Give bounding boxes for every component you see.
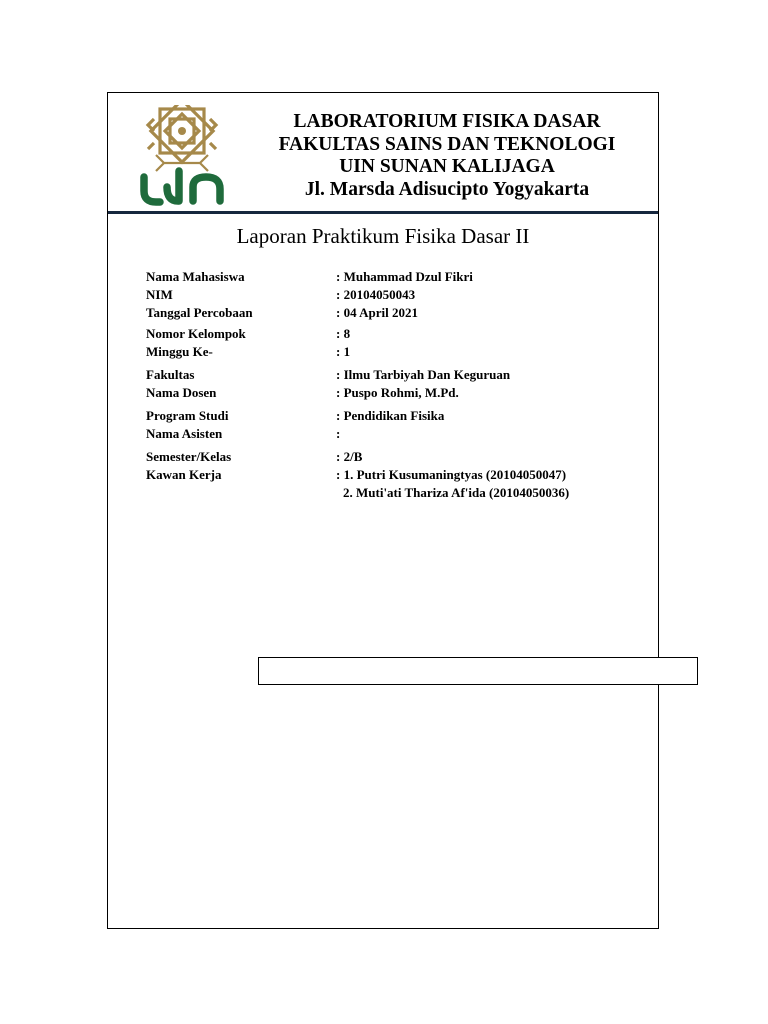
info-value: : 2/B <box>336 449 363 464</box>
info-label: Nama Asisten <box>146 426 223 441</box>
info-value: : Muhammad Dzul Fikri <box>336 269 473 284</box>
info-value: : 04 April 2021 <box>336 305 418 320</box>
info-value: : Puspo Rohmi, M.Pd. <box>336 385 459 400</box>
report-title: Laporan Praktikum Fisika Dasar II <box>236 224 530 248</box>
kawan-kerja-continuation: 2. Muti'ati Thariza Af'ida (20104050036) <box>343 485 570 500</box>
info-label: NIM <box>146 287 173 302</box>
info-label: Semester/Kelas <box>146 449 232 464</box>
info-label: Tanggal Percobaan <box>146 305 253 320</box>
header-line-university: UIN SUNAN KALIJAGA <box>339 156 555 177</box>
info-value: : Ilmu Tarbiyah Dan Keguruan <box>336 367 511 382</box>
info-value: : 1. Putri Kusumaningtyas (20104050047) <box>336 467 567 482</box>
info-value: : 20104050043 <box>336 287 416 302</box>
document-frame <box>107 92 659 929</box>
info-label: Fakultas <box>146 367 195 382</box>
lab-header <box>238 111 656 201</box>
header-line-lab: LABORATORIUM FISIKA DASAR <box>293 111 601 132</box>
uin-logo-icon <box>134 105 230 207</box>
header-line-address: Jl. Marsda Adisucipto Yogyakarta <box>304 178 590 200</box>
info-label: Program Studi <box>146 408 229 423</box>
info-label: Nama Dosen <box>146 385 217 400</box>
info-value: : <box>336 426 341 441</box>
header-divider <box>108 211 658 214</box>
info-value: : Pendidikan Fisika <box>336 408 445 423</box>
header-line-faculty: FAKULTAS SAINS DAN TEKNOLOGI <box>278 133 616 155</box>
info-label: Minggu Ke- <box>146 344 213 359</box>
empty-text-box <box>258 657 698 685</box>
info-label: Nama Mahasiswa <box>146 269 245 284</box>
info-value: : 1 <box>336 344 351 359</box>
info-value: : 8 <box>336 326 351 341</box>
info-label: Nomor Kelompok <box>146 326 246 341</box>
info-label: Kawan Kerja <box>146 467 222 482</box>
